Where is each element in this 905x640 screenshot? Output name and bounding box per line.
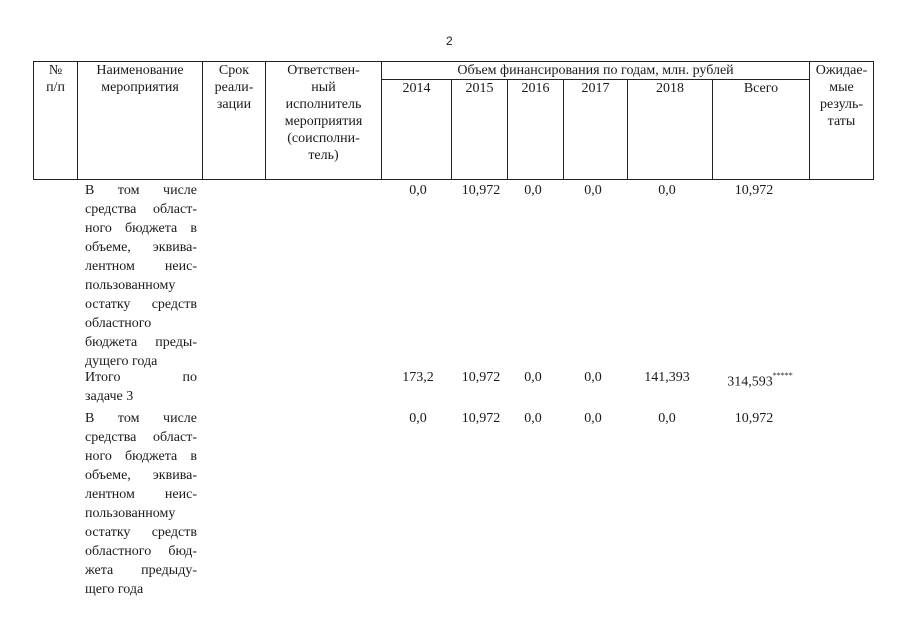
header-year-2017: 2017 (564, 80, 628, 180)
header-name: Наименование мероприятия (78, 62, 203, 180)
header-table (33, 61, 874, 180)
value-2018: 141,393 (644, 370, 690, 385)
value-2015: 10,972 (461, 370, 501, 385)
header-year-total: Всего (713, 80, 810, 180)
value-2015: 10,972 (461, 411, 501, 426)
value-2016: 0,0 (524, 411, 542, 426)
header-year-2015: 2015 (452, 80, 508, 180)
row-description: Итого по задаче 3 (85, 370, 197, 404)
value-2016: 0,0 (524, 183, 542, 198)
value-total: 10,972 (734, 411, 774, 426)
header-year-2016: 2016 (508, 80, 564, 180)
row-description: В том числе средства област- ного бюджета в объеме, эквива- лентном неис- пользованному остатку средств областного бюд- жета предыду- щего года (85, 411, 197, 597)
value-2014: 0,0 (409, 411, 427, 426)
header-number: № п/п (34, 62, 78, 180)
value-2014: 0,0 (409, 183, 427, 198)
header-year-2014: 2014 (382, 80, 452, 180)
value-total: 10,972 (734, 183, 774, 198)
value-2015: 10,972 (461, 183, 501, 198)
value-2014: 173,2 (402, 370, 434, 385)
value-2017: 0,0 (584, 370, 602, 385)
header-results: Ожидае- мые резуль- таты (810, 62, 874, 180)
header-year-2018: 2018 (628, 80, 713, 180)
page-number: 2 (446, 34, 453, 48)
header-financing: Объем финансирования по годам, млн. рублей (382, 62, 810, 80)
value-2017: 0,0 (584, 411, 602, 426)
header-executor: Ответствен- ный исполнитель мероприятия (соисполни- тель) (266, 62, 382, 180)
footnote-mark: ***** (772, 371, 793, 380)
header-term: Срок реали- зации (203, 62, 266, 180)
value-2016: 0,0 (524, 370, 542, 385)
value-2018: 0,0 (658, 183, 676, 198)
value-2018: 0,0 (658, 411, 676, 426)
row-description: В том числе средства област- ного бюджета в объеме, эквива- лентном неис- пользованному остатку средств областного бюджета преды- дущего года (85, 183, 197, 369)
value-2017: 0,0 (584, 183, 602, 198)
value-total: 314,593***** (727, 371, 793, 390)
